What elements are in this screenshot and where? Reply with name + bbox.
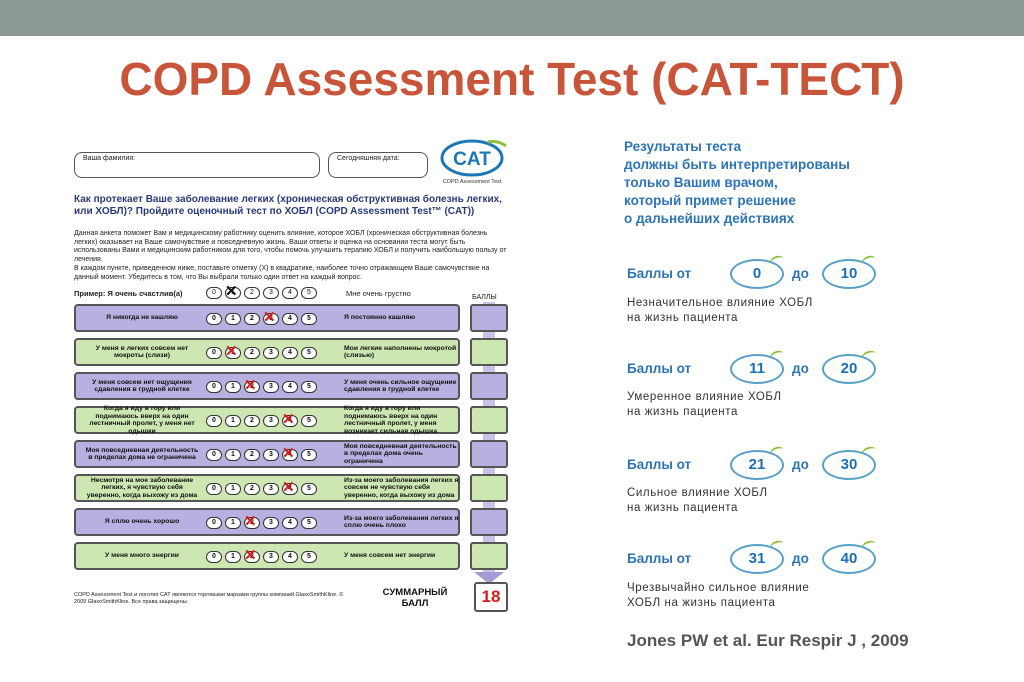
form-intro: Данная анкета поможет Вам и медицинскому работнику оценить влияние, которое ХОБЛ (хроническая обструктивная болезнь легких) оказывает на Ваше самочувствие и повседневную жизнь. Ваши ответы и оценка на основании теста могут быть использованы Вами и медицинским работником для того, чтобы помочь улучшить терапию ХОБЛ и получить наибольшую пользу от лечения. (74, 230, 507, 263)
band-to-word: до (792, 361, 809, 376)
band-description-line: на жизнь пациента (627, 406, 738, 418)
band-description (627, 390, 782, 420)
question-row (74, 440, 460, 468)
question-left-text: Я никогда не кашляю (106, 314, 178, 322)
scale-option-3[interactable]: 3 (263, 483, 279, 495)
date-field-label: Сегодняшняя дата: (337, 155, 400, 162)
band-to-word: до (792, 551, 809, 566)
logo-text: CAT (453, 149, 491, 170)
band-from-word: Баллы от (627, 266, 692, 281)
question-left-text: Я сплю очень хорошо (104, 518, 180, 526)
scale-option-2[interactable]: 2 ✕ (244, 381, 260, 393)
scale-option-4[interactable]: 4 (282, 287, 298, 299)
band-from-word: Баллы от (627, 361, 692, 376)
scale-option-0[interactable]: 0 (206, 483, 222, 495)
scale-option-4[interactable]: 4 (282, 551, 298, 563)
score-box[interactable] (470, 542, 508, 570)
answer-scale (206, 449, 317, 461)
scale-option-1[interactable]: 1 (225, 415, 241, 427)
band-description-line: ХОБЛ на жизнь пациента (627, 597, 776, 609)
results-intro-line: должны быть интерпретированы (624, 157, 850, 172)
cat-form (70, 132, 516, 610)
band-to-bubble: 40 (822, 544, 876, 574)
results-intro-line: который примет решение (624, 193, 796, 208)
question-row (74, 372, 460, 400)
name-field-label: Ваша фамилия: (83, 155, 136, 162)
scale-option-1[interactable]: 1 (225, 313, 241, 325)
results-intro-line: Результаты теста (624, 139, 742, 154)
band-description-line: Незначительное влияние ХОБЛ (627, 297, 813, 309)
question-row (74, 508, 460, 536)
scale-option-3[interactable]: 3 (263, 517, 279, 529)
scale-option-4[interactable]: 4 (282, 347, 298, 359)
scale-option-4[interactable]: 4 (282, 517, 298, 529)
question-row (74, 542, 460, 570)
band-from-bubble: 0 (730, 259, 784, 289)
score-box[interactable] (470, 372, 508, 400)
scale-option-5[interactable]: 5 (301, 347, 317, 359)
scale-option-0[interactable]: 0 (206, 287, 222, 299)
scale-option-3[interactable]: 3 (263, 381, 279, 393)
scale-option-1[interactable]: 1 (225, 483, 241, 495)
band-to-word: до (792, 457, 809, 472)
scale-option-3[interactable]: 3 (263, 415, 279, 427)
question-left-text: У меня в легких совсем нет мокроты (слизи) (95, 344, 189, 359)
scale-option-3[interactable]: 3 (263, 551, 279, 563)
cat-logo (436, 136, 512, 186)
band-to-bubble: 30 (822, 450, 876, 480)
name-field[interactable] (74, 152, 320, 178)
question-right-text: У меня совсем нет энергии (344, 552, 436, 560)
scores-header: БАЛЛЫ (472, 294, 497, 301)
question-left-text: У меня много энергии (105, 552, 179, 560)
scale-option-4[interactable]: 4 (282, 313, 298, 325)
answer-scale (206, 551, 317, 563)
question-left-text: Моя повседневная деятельность в пределах дома не ограничена (85, 446, 199, 461)
scale-option-1[interactable]: 1 ✕ (225, 287, 241, 299)
scale-option-5[interactable]: 5 (301, 483, 317, 495)
band-from-bubble: 11 (730, 354, 784, 384)
scale-option-3[interactable]: 3 (263, 287, 279, 299)
band-description-line: Чрезвычайно сильное влияние (627, 582, 810, 594)
date-field[interactable] (328, 152, 428, 178)
example-right-label: Мне очень грустно (346, 289, 411, 298)
band-to-bubble: 20 (822, 354, 876, 384)
example-scale (206, 287, 317, 299)
scale-option-2[interactable]: 2 ✕ (244, 551, 260, 563)
scale-option-3[interactable]: 3 (263, 449, 279, 461)
question-row (74, 474, 460, 502)
results-intro-line: только Вашим врачом, (624, 175, 778, 190)
band-description (627, 486, 768, 516)
scale-option-0[interactable]: 0 (206, 517, 222, 529)
band-description-line: Сильное влияние ХОБЛ (627, 487, 768, 499)
results-intro (624, 138, 850, 228)
question-left-text: Несмотря на мое заболевание легких, я чувствую себя уверенно, когда выхожу из дома (86, 476, 198, 499)
answer-scale (206, 381, 317, 393)
results-intro-line: о дальнейших действиях (624, 211, 795, 226)
form-heading: Как протекает Ваше заболевание легких (хроническая обструктивная болезнь легких, или ХОБЛ)? Пройдите оценочный тест по ХОБЛ (COPD Assessment Test™ (CAT)) (74, 194, 502, 217)
band-description-line: Умеренное влияние ХОБЛ (627, 391, 782, 403)
question-left-text: Когда я иду в гору или поднимаюсь вверх на один лестничный пролет, у меня нет одышки (89, 405, 195, 435)
score-box[interactable] (470, 508, 508, 536)
scale-option-5[interactable]: 5 (301, 381, 317, 393)
band-description-line: на жизнь пациента (627, 502, 738, 514)
scale-option-5[interactable]: 5 (301, 551, 317, 563)
band-from-bubble: 31 (730, 544, 784, 574)
answer-scale (206, 313, 317, 325)
scale-option-0[interactable]: 0 (206, 313, 222, 325)
scale-option-3[interactable]: 3 (263, 347, 279, 359)
scale-option-5[interactable]: 5 (301, 449, 317, 461)
top-bar (0, 0, 1024, 36)
answer-scale (206, 517, 317, 529)
question-row (74, 338, 460, 366)
band-to-word: до (792, 266, 809, 281)
question-right-text: Я постоянно кашляю (344, 314, 416, 322)
scale-option-5[interactable]: 5 (301, 313, 317, 325)
scale-option-2[interactable]: 2 (244, 347, 260, 359)
score-box[interactable] (470, 406, 508, 434)
scale-option-1[interactable]: 1 (225, 449, 241, 461)
scale-option-2[interactable]: 2 (244, 415, 260, 427)
band-description (627, 296, 813, 326)
answer-scale (206, 483, 317, 495)
question-right-text: Из-за моего заболевания легких я совсем не чувствую себя уверенно, когда выхожу из дома (344, 476, 459, 499)
score-box[interactable] (470, 474, 508, 502)
scale-option-2[interactable]: 2 (244, 449, 260, 461)
scale-option-0[interactable]: 0 (206, 415, 222, 427)
band-description (627, 581, 809, 611)
scale-option-4[interactable]: 4 ✕ (282, 415, 298, 427)
slide-title: COPD Assessment Test (CAT-ТЕСТ) (119, 53, 905, 105)
answer-scale (206, 347, 317, 359)
question-right-text: Мои легкие наполнены мокротой (слизью) (344, 344, 457, 359)
scale-option-4[interactable]: 4 (282, 381, 298, 393)
citation: Jones PW et al. Eur Respir J , 2009 (627, 631, 909, 650)
scale-option-0[interactable]: 0 (206, 551, 222, 563)
scale-option-2[interactable]: 2 (244, 313, 260, 325)
score-box[interactable] (470, 338, 508, 366)
scale-option-5[interactable]: 5 (301, 287, 317, 299)
score-box[interactable] (470, 440, 508, 468)
scale-option-5[interactable]: 5 (301, 415, 317, 427)
scale-option-4[interactable]: 4 ✕ (282, 483, 298, 495)
question-row (74, 406, 460, 434)
score-box[interactable] (470, 304, 508, 332)
scale-option-1[interactable]: 1 (225, 381, 241, 393)
scale-option-1[interactable]: 1 (225, 551, 241, 563)
question-right-text: Когда я иду в гору или поднимаюсь вверх на один лестничный пролет, у меня возникает сильная одышка (344, 405, 438, 435)
logo-subtitle: COPD Assessment Test (442, 179, 502, 185)
scale-option-2[interactable]: 2 ✕ (244, 517, 260, 529)
band-description-line: на жизнь пациента (627, 312, 738, 324)
form-instructions: В каждом пункте, приведенном ниже, поставьте отметку (X) в квадратике, наиболее точно отражающем Ваше самочувствие на данный момент. Убедитесь в том, что Вы выбрали только один ответ на каждый вопрос. (74, 265, 490, 281)
scale-option-0[interactable]: 0 (206, 347, 222, 359)
question-left-text: У меня совсем нет ощущения сдавления в грудной клетке (92, 378, 192, 393)
scale-option-3[interactable]: 3 ✕ (263, 313, 279, 325)
question-right-text: Моя повседневная деятельность в пределах дома очень ограничена (344, 442, 457, 465)
band-from-bubble: 21 (730, 450, 784, 480)
scale-option-5[interactable]: 5 (301, 517, 317, 529)
question-right-text: Из-за моего заболевания легких я сплю очень плохо (344, 514, 459, 529)
question-row (74, 304, 460, 332)
answer-scale (206, 415, 317, 427)
scale-option-0[interactable]: 0 (206, 381, 222, 393)
question-right-text: У меня очень сильное ощущение сдавления в грудной клетке (344, 378, 457, 393)
scale-option-4[interactable]: 4 ✕ (282, 449, 298, 461)
band-from-word: Баллы от (627, 551, 692, 566)
example-left-label: Пример: Я очень счастлив(а) (74, 289, 183, 298)
scale-option-2[interactable]: 2 (244, 483, 260, 495)
scale-option-2[interactable]: 2 (244, 287, 260, 299)
band-to-bubble: 10 (822, 259, 876, 289)
band-from-word: Баллы от (627, 457, 692, 472)
total-label: СУММАРНЫЙ БАЛЛ (382, 587, 448, 609)
form-footer: COPD Assessment Test и логотип CAT являются торговыми марками группы компаний GlaxoSmithKline. © 2009 GlaxoSmithKline. Все права защищены. (74, 592, 344, 605)
scale-option-0[interactable]: 0 (206, 449, 222, 461)
scale-option-1[interactable]: 1 (225, 517, 241, 529)
example-row (74, 287, 514, 303)
total-score[interactable]: 18 (474, 582, 508, 612)
scale-option-1[interactable]: 1 ✕ (225, 347, 241, 359)
